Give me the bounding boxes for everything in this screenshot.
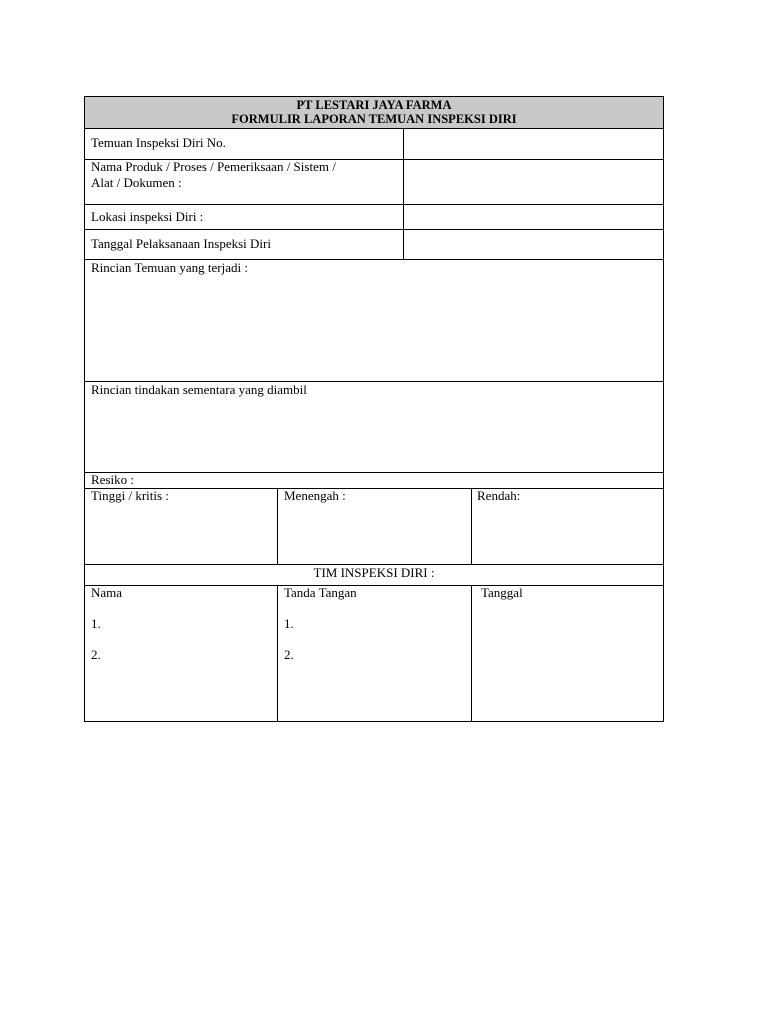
team-name-2: 2.	[91, 647, 101, 662]
risk-medium-label: Menengah :	[284, 488, 346, 503]
product-label-line1: Nama Produk / Proses / Pemeriksaan / Sistem /	[91, 159, 336, 174]
temporary-action-area[interactable]	[85, 399, 663, 472]
finding-details-label: Rincian Temuan yang terjadi :	[91, 260, 248, 275]
team-signature-header: Tanda Tangan	[284, 585, 357, 600]
product-label-line2: Alat / Dokumen :	[91, 175, 182, 190]
location-field[interactable]	[404, 205, 663, 229]
column-divider	[277, 488, 278, 564]
company-name: PT LESTARI JAYA FARMA	[296, 98, 452, 112]
risk-high-label: Tinggi / kritis :	[91, 488, 169, 503]
team-name-1: 1.	[91, 616, 101, 631]
form-title: FORMULIR LAPORAN TEMUAN INSPEKSI DIRI	[231, 112, 517, 126]
inspection-report-form	[84, 96, 664, 722]
risk-low-field[interactable]	[472, 505, 663, 564]
product-field[interactable]	[404, 160, 663, 204]
team-title: TIM INSPEKSI DIRI :	[313, 565, 435, 580]
divider	[85, 488, 663, 489]
risk-label: Resiko :	[91, 472, 134, 487]
divider	[85, 472, 663, 473]
finding-no-label: Temuan Inspeksi Diri No.	[91, 135, 226, 150]
risk-medium-field[interactable]	[278, 505, 471, 564]
finding-details-area[interactable]	[85, 277, 663, 381]
risk-low-label: Rendah:	[477, 488, 521, 503]
team-date-header: Tanggal	[481, 585, 523, 600]
team-signature-2: 2.	[284, 647, 294, 662]
temporary-action-label: Rincian tindakan sementara yang diambil	[91, 382, 307, 397]
team-name-header: Nama	[91, 585, 123, 600]
team-date-field[interactable]	[472, 602, 663, 721]
location-label: Lokasi inspeksi Diri :	[91, 209, 204, 224]
date-field[interactable]	[404, 230, 663, 259]
team-name-field[interactable]	[85, 602, 277, 721]
team-signature-field[interactable]	[278, 602, 471, 721]
date-label: Tanggal Pelaksanaan Inspeksi Diri	[91, 236, 271, 251]
column-divider	[471, 488, 472, 564]
form-header	[85, 97, 663, 128]
column-divider	[471, 585, 472, 721]
divider	[85, 585, 663, 586]
column-divider	[403, 128, 404, 259]
team-signature-1: 1.	[284, 616, 294, 631]
column-divider	[277, 585, 278, 721]
risk-high-field[interactable]	[85, 505, 277, 564]
finding-no-field[interactable]	[404, 129, 663, 159]
